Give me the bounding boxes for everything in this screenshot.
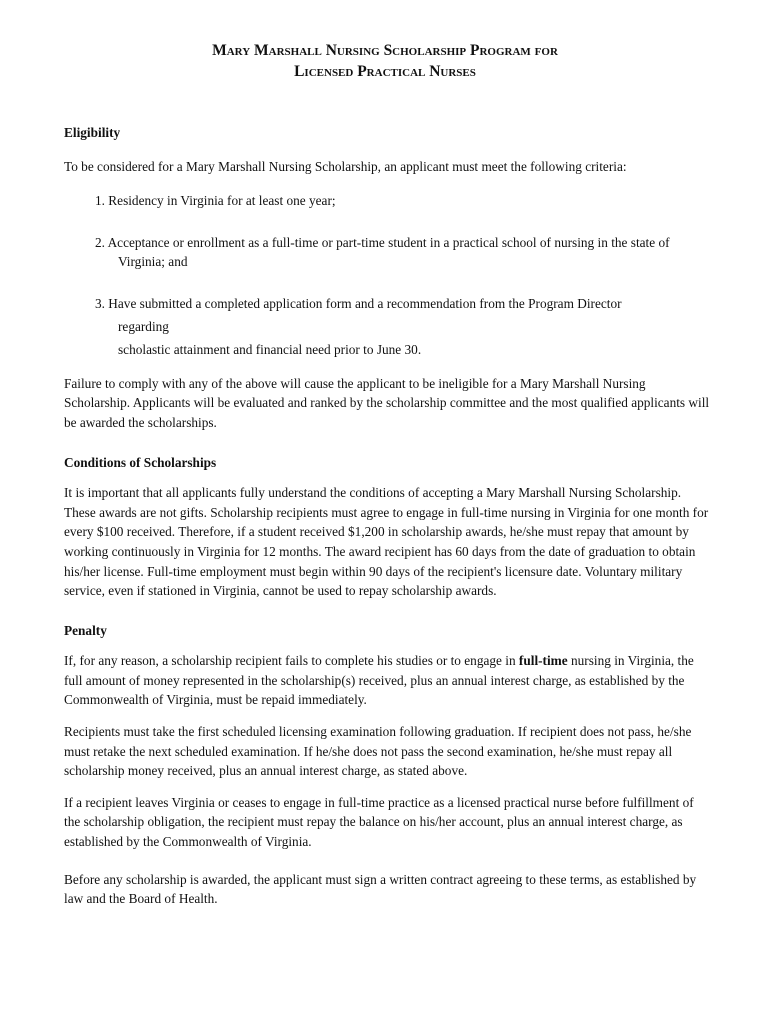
eligibility-intro: To be considered for a Mary Marshall Nursing Scholarship, an applicant must meet the following criteria: xyxy=(64,158,627,174)
criteria-list xyxy=(64,191,710,360)
penalty-section xyxy=(64,621,710,852)
eligibility-section xyxy=(64,123,710,433)
criteria-item-application-line-3: scholastic attainment and financial need prior to June 30. xyxy=(118,342,422,358)
criteria-item-application-line-1: 3. Have submitted a completed application form and a recommendation from the Program Director xyxy=(95,295,622,311)
criteria-item-application-line-2: regarding xyxy=(118,319,169,335)
penalty-text-after: nursing in Virginia, the full amount of money represented in the scholarship(s) received, plus an annual interest charge, as established by the Commonwealth of Virginia, must be repaid immediately. xyxy=(64,653,694,708)
criteria-item-enrollment xyxy=(64,233,710,272)
penalty-text-bold: full-time xyxy=(518,653,568,669)
title-line-1: Mary Marshall Nursing Scholarship Program for xyxy=(212,42,558,59)
criteria-item-enrollment-line-2: Virginia; and xyxy=(118,254,188,270)
criteria-item-application xyxy=(64,294,710,360)
ineligibility-note: Failure to comply with any of the above will cause the applicant to be ineligible for a Mary Marshall Nursing Scholarship. Applicants will be evaluated and ranked by the scholarship committee and the most qualified applicants will be awarded the scholarships. xyxy=(64,375,710,430)
document-title xyxy=(64,40,710,82)
criteria-item-enrollment-line-1: 2. Acceptance or enrollment as a full-time or part-time student in a practical school of nursing in the state of xyxy=(95,234,670,250)
penalty-paragraph-examination: Recipients must take the first scheduled licensing examination following graduation. If recipient does not pass, he/she must retake the next scheduled examination. If he/she does not pass the second examination, he/she must repay all scholarship money received, plus an annual interest charge, as stated above. xyxy=(64,724,692,779)
penalty-paragraph-leaving: If a recipient leaves Virginia or ceases to engage in full-time practice as a licensed practical nurse before fulfillment of the scholarship obligation, the recipient must repay the balance on his/her account, plus an annual interest charge, as established by the Commonwealth of Virginia. xyxy=(64,794,694,850)
criteria-item-residency: 1. Residency in Virginia for at least one year; xyxy=(95,193,336,209)
title-line-2: Licensed Practical Nurses xyxy=(294,63,476,80)
penalty-text-before: If, for any reason, a scholarship recipient fails to complete his studies or to engage in xyxy=(64,653,519,669)
penalty-paragraph-repayment xyxy=(64,651,710,710)
penalty-heading: Penalty xyxy=(64,622,107,638)
contract-note: Before any scholarship is awarded, the applicant must sign a written contract agreeing to these terms, as established by law and the Board of Health. xyxy=(64,871,697,907)
conditions-text: It is important that all applicants fully understand the conditions of accepting a Mary Marshall Nursing Scholarship. These awards are not gifts. Scholarship recipients must agree to engage in full-time nursing in Virginia for one month for every $100 received. Therefore, if a student received $1,200 in scholarship awards, he/she must repay that amount by working continuously in Virginia for 12 months. The award recipient has 60 days from the date of graduation to obtain his/her license. Full-time employment must begin within 90 days of the recipient's licensure date. Voluntary military service, even if stationed in Virginia, cannot be used to repay scholarship awards. xyxy=(64,485,709,599)
conditions-heading: Conditions of Scholarships xyxy=(64,454,217,470)
conditions-section xyxy=(64,453,710,601)
eligibility-heading: Eligibility xyxy=(64,125,121,140)
